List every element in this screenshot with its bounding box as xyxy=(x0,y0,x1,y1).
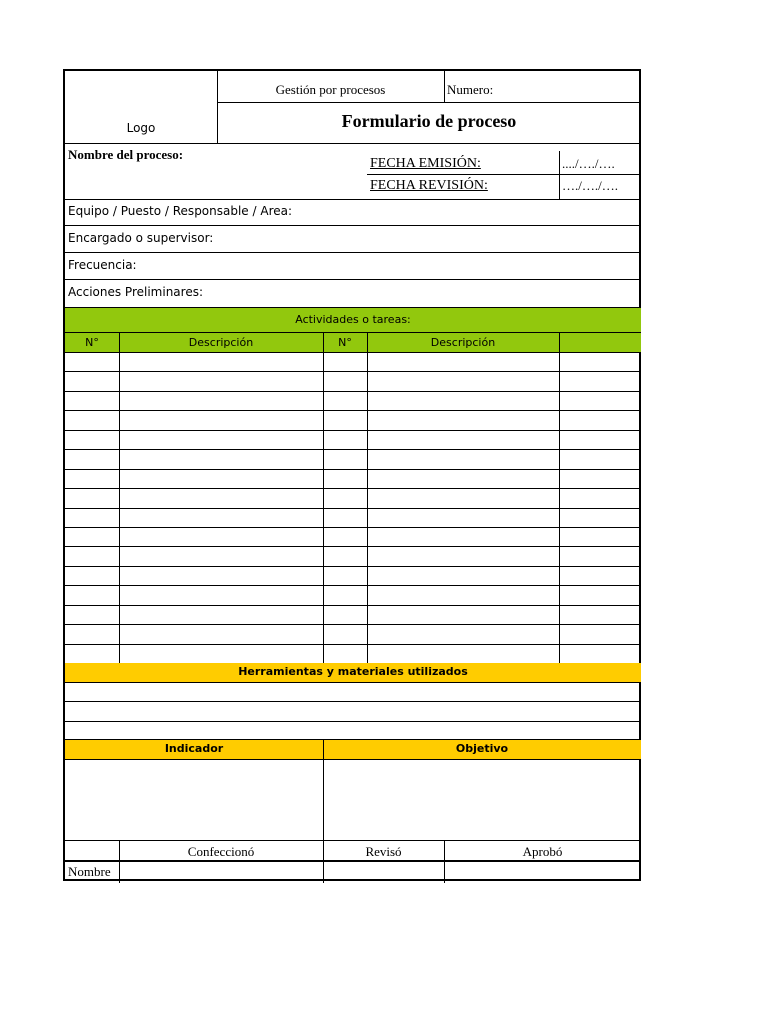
frequency-field: Frecuencia: xyxy=(68,258,137,272)
process-name-label: Nombre del proceso: xyxy=(68,147,184,162)
indicator-label: Indicador xyxy=(164,742,224,755)
table-row-line xyxy=(65,644,641,645)
table-row-line xyxy=(65,546,641,547)
revision-date-value[interactable]: …./…./…. xyxy=(562,178,618,193)
table-row-line xyxy=(65,488,641,489)
team-responsible-field: Equipo / Puesto / Responsable / Area: xyxy=(68,204,293,218)
table-row-line xyxy=(65,352,641,353)
approved-by-label: Aprobó xyxy=(522,844,563,859)
column-number: N° xyxy=(85,336,99,349)
preliminary-actions-field: Acciones Preliminares: xyxy=(68,285,203,299)
column-description: Descripción xyxy=(188,336,254,349)
table-column-line xyxy=(119,333,120,663)
issue-date-label: FECHA EMISIÓN: xyxy=(370,156,481,171)
table-row-line xyxy=(65,585,641,586)
objective-label: Objetivo xyxy=(455,742,509,755)
table-row-line xyxy=(65,508,641,509)
table-row-line xyxy=(65,410,641,411)
table-row-line xyxy=(65,527,641,528)
table-column-line xyxy=(323,333,324,663)
table-row-line xyxy=(65,469,641,470)
column-description-2: Descripción xyxy=(430,336,496,349)
prepared-by-label: Confeccionó xyxy=(187,844,255,859)
column-number-2: N° xyxy=(338,336,352,349)
process-form xyxy=(63,69,641,881)
activities-title: Actividades o tareas: xyxy=(295,313,411,326)
revision-date-label: FECHA REVISIÓN: xyxy=(370,178,488,193)
form-title: Formulario de proceso xyxy=(341,111,517,131)
issue-date-value[interactable]: ..../…./…. xyxy=(562,156,615,171)
table-row-line xyxy=(65,391,641,392)
table-row-line xyxy=(65,605,641,606)
number-label: Numero: xyxy=(447,82,494,97)
supervisor-field: Encargado o supervisor: xyxy=(68,231,214,245)
table-row-line xyxy=(65,449,641,450)
table-row-line xyxy=(65,566,641,567)
table-row-line xyxy=(65,371,641,372)
table-column-line xyxy=(367,333,368,663)
logo-placeholder: Logo xyxy=(126,121,156,135)
table-row-line xyxy=(65,624,641,625)
reviewed-by-label: Revisó xyxy=(365,844,402,859)
tools-title: Herramientas y materiales utilizados xyxy=(238,665,468,678)
table-column-line xyxy=(559,333,560,663)
management-label: Gestión por procesos xyxy=(275,82,386,97)
name-row-label: Nombre xyxy=(68,864,111,879)
table-row-line xyxy=(65,430,641,431)
